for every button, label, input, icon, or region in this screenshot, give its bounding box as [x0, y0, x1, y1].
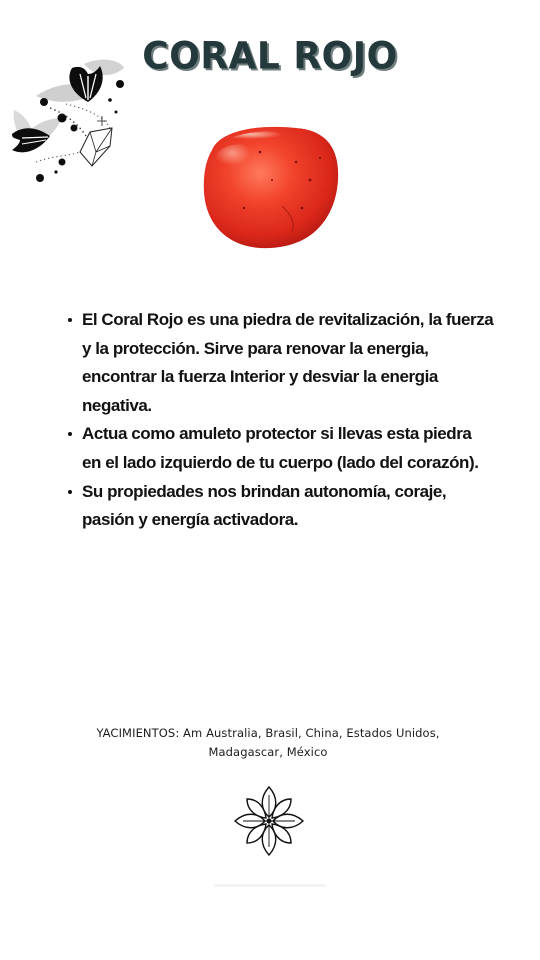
yacimientos-line-1: YACIMIENTOS: Am Australia, Brasil, China, Estados Unidos,	[96, 726, 440, 740]
list-item-text: Su propiedades nos brindan autonomía, coraje, pasión y energía activadora.	[82, 481, 447, 530]
list-item-text: El Coral Rojo es una piedra de revitalización, la fuerza y la protección. Sirve para renovar la energia, encontrar la fuerza Interior y desviar la energia negativa.	[82, 310, 494, 415]
red-coral-stone-image	[200, 122, 342, 252]
list-item	[64, 306, 494, 420]
yacimientos-line-2: Madagascar, México	[208, 744, 328, 759]
properties-list	[64, 306, 494, 535]
list-item	[64, 478, 494, 535]
page-title: CORAL ROJO	[142, 34, 398, 79]
bullet-dot	[68, 490, 72, 494]
lotus-flower-icon	[232, 784, 306, 858]
bullet-dot	[68, 432, 72, 436]
floral-ornament-icon	[6, 52, 130, 188]
list-item-text: Actua como amuleto protector si llevas esta piedra en el lado izquierdo de tu cuerpo (lado del corazón).	[82, 424, 479, 472]
bullet-dot	[68, 318, 72, 322]
yacimientos-text	[60, 724, 476, 761]
list-item	[64, 420, 494, 477]
faint-divider	[214, 884, 326, 887]
